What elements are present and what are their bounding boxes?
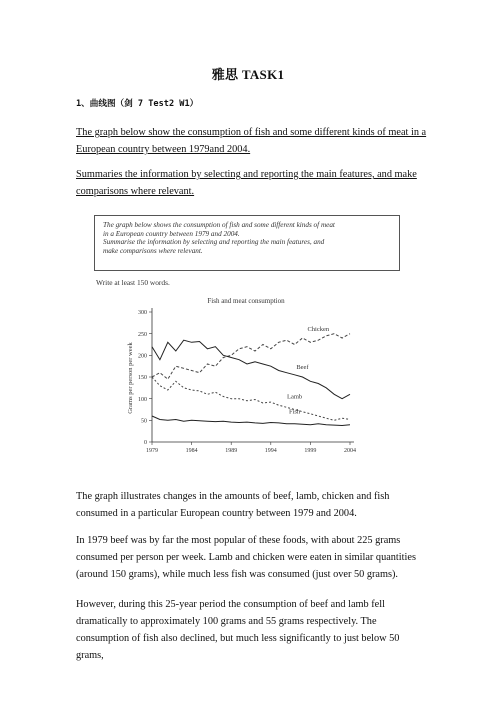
- paragraph-line: consumption of fish also declined, but much less significantly to just below 50 grams,: [76, 633, 400, 661]
- paragraph-1: [76, 488, 428, 522]
- plot-area: [138, 308, 356, 454]
- instruction-line: Summaries the information by selecting and reporting the main features, and make: [76, 169, 417, 180]
- series-label-fish: Fish: [288, 408, 301, 416]
- y-axis-label: Grams per person per week: [127, 342, 134, 414]
- series-label-chicken: Chicken: [307, 326, 330, 334]
- prompt-line: European country between 1979and 2004.: [76, 144, 251, 155]
- y-tick-label: 250: [138, 331, 147, 338]
- task-prompt-box: [94, 215, 400, 271]
- x-tick-label: 1989: [225, 448, 238, 454]
- y-tick-label: 200: [138, 353, 147, 360]
- series-line-lamb: [152, 377, 350, 420]
- x-tick-label: 1984: [185, 448, 198, 454]
- series-line-chicken: [152, 334, 350, 380]
- prompt-line: The graph below show the consumption of fish and some different kinds of meat in a: [76, 127, 427, 138]
- chart-title: Fish and meat consumption: [207, 297, 285, 305]
- section-heading: 1、曲线图（剑 7 Test2 W1）: [76, 99, 199, 109]
- paragraph-line: The graph illustrates changes in the amounts of beef, lamb, chicken and fish: [76, 491, 390, 502]
- y-tick-label: 50: [141, 418, 147, 425]
- task-box-line: in a European country between 1979 and 2004.: [103, 229, 240, 238]
- paragraph-line: (around 150 grams), while much less fish was consumed (just over 50 grams).: [76, 569, 398, 580]
- word-count-note: Write at least 150 words.: [96, 278, 170, 287]
- x-tick-label: 1999: [304, 448, 317, 454]
- paragraph-line: consumed in a particular European country between 1979 and 2004.: [76, 508, 357, 519]
- y-tick-label: 100: [138, 396, 147, 403]
- y-tick-label: 300: [138, 310, 147, 317]
- paragraph-3: [76, 596, 428, 664]
- task-box-line: The graph below shows the consumption of fish and some different kinds of meat: [103, 221, 335, 229]
- line-chart: [96, 292, 376, 462]
- paragraph-2: [76, 532, 428, 583]
- paragraph-line: In 1979 beef was by far the most popular of these foods, with about 225 grams: [76, 535, 401, 546]
- task-box-line: make comparisons where relevant.: [103, 246, 203, 255]
- instruction-line: comparisons where relevant.: [76, 186, 195, 197]
- x-tick-label: 1994: [264, 448, 277, 454]
- x-tick-label: 2004: [344, 448, 356, 454]
- series-line-fish: [152, 416, 350, 426]
- series-label-beef: Beef: [296, 364, 309, 372]
- page-title: 雅思 TASK1: [211, 67, 285, 82]
- instruction-text: [76, 166, 428, 200]
- paragraph-line: dramatically to approximately 100 grams and 55 grams respectively. The: [76, 616, 377, 627]
- series-label-lamb: Lamb: [286, 393, 303, 401]
- paragraph-line: However, during this 25-year period the consumption of beef and lamb fell: [76, 599, 385, 610]
- paragraph-line: consumed per person per week. Lamb and chicken were eaten in similar quantities: [76, 552, 416, 563]
- prompt-text: [76, 124, 428, 158]
- task-box-line: Summarise the information by selecting and reporting the main features, and: [103, 238, 325, 247]
- y-tick-label: 150: [138, 375, 147, 382]
- x-tick-label: 1979: [146, 448, 158, 454]
- y-tick-label: 0: [144, 440, 147, 447]
